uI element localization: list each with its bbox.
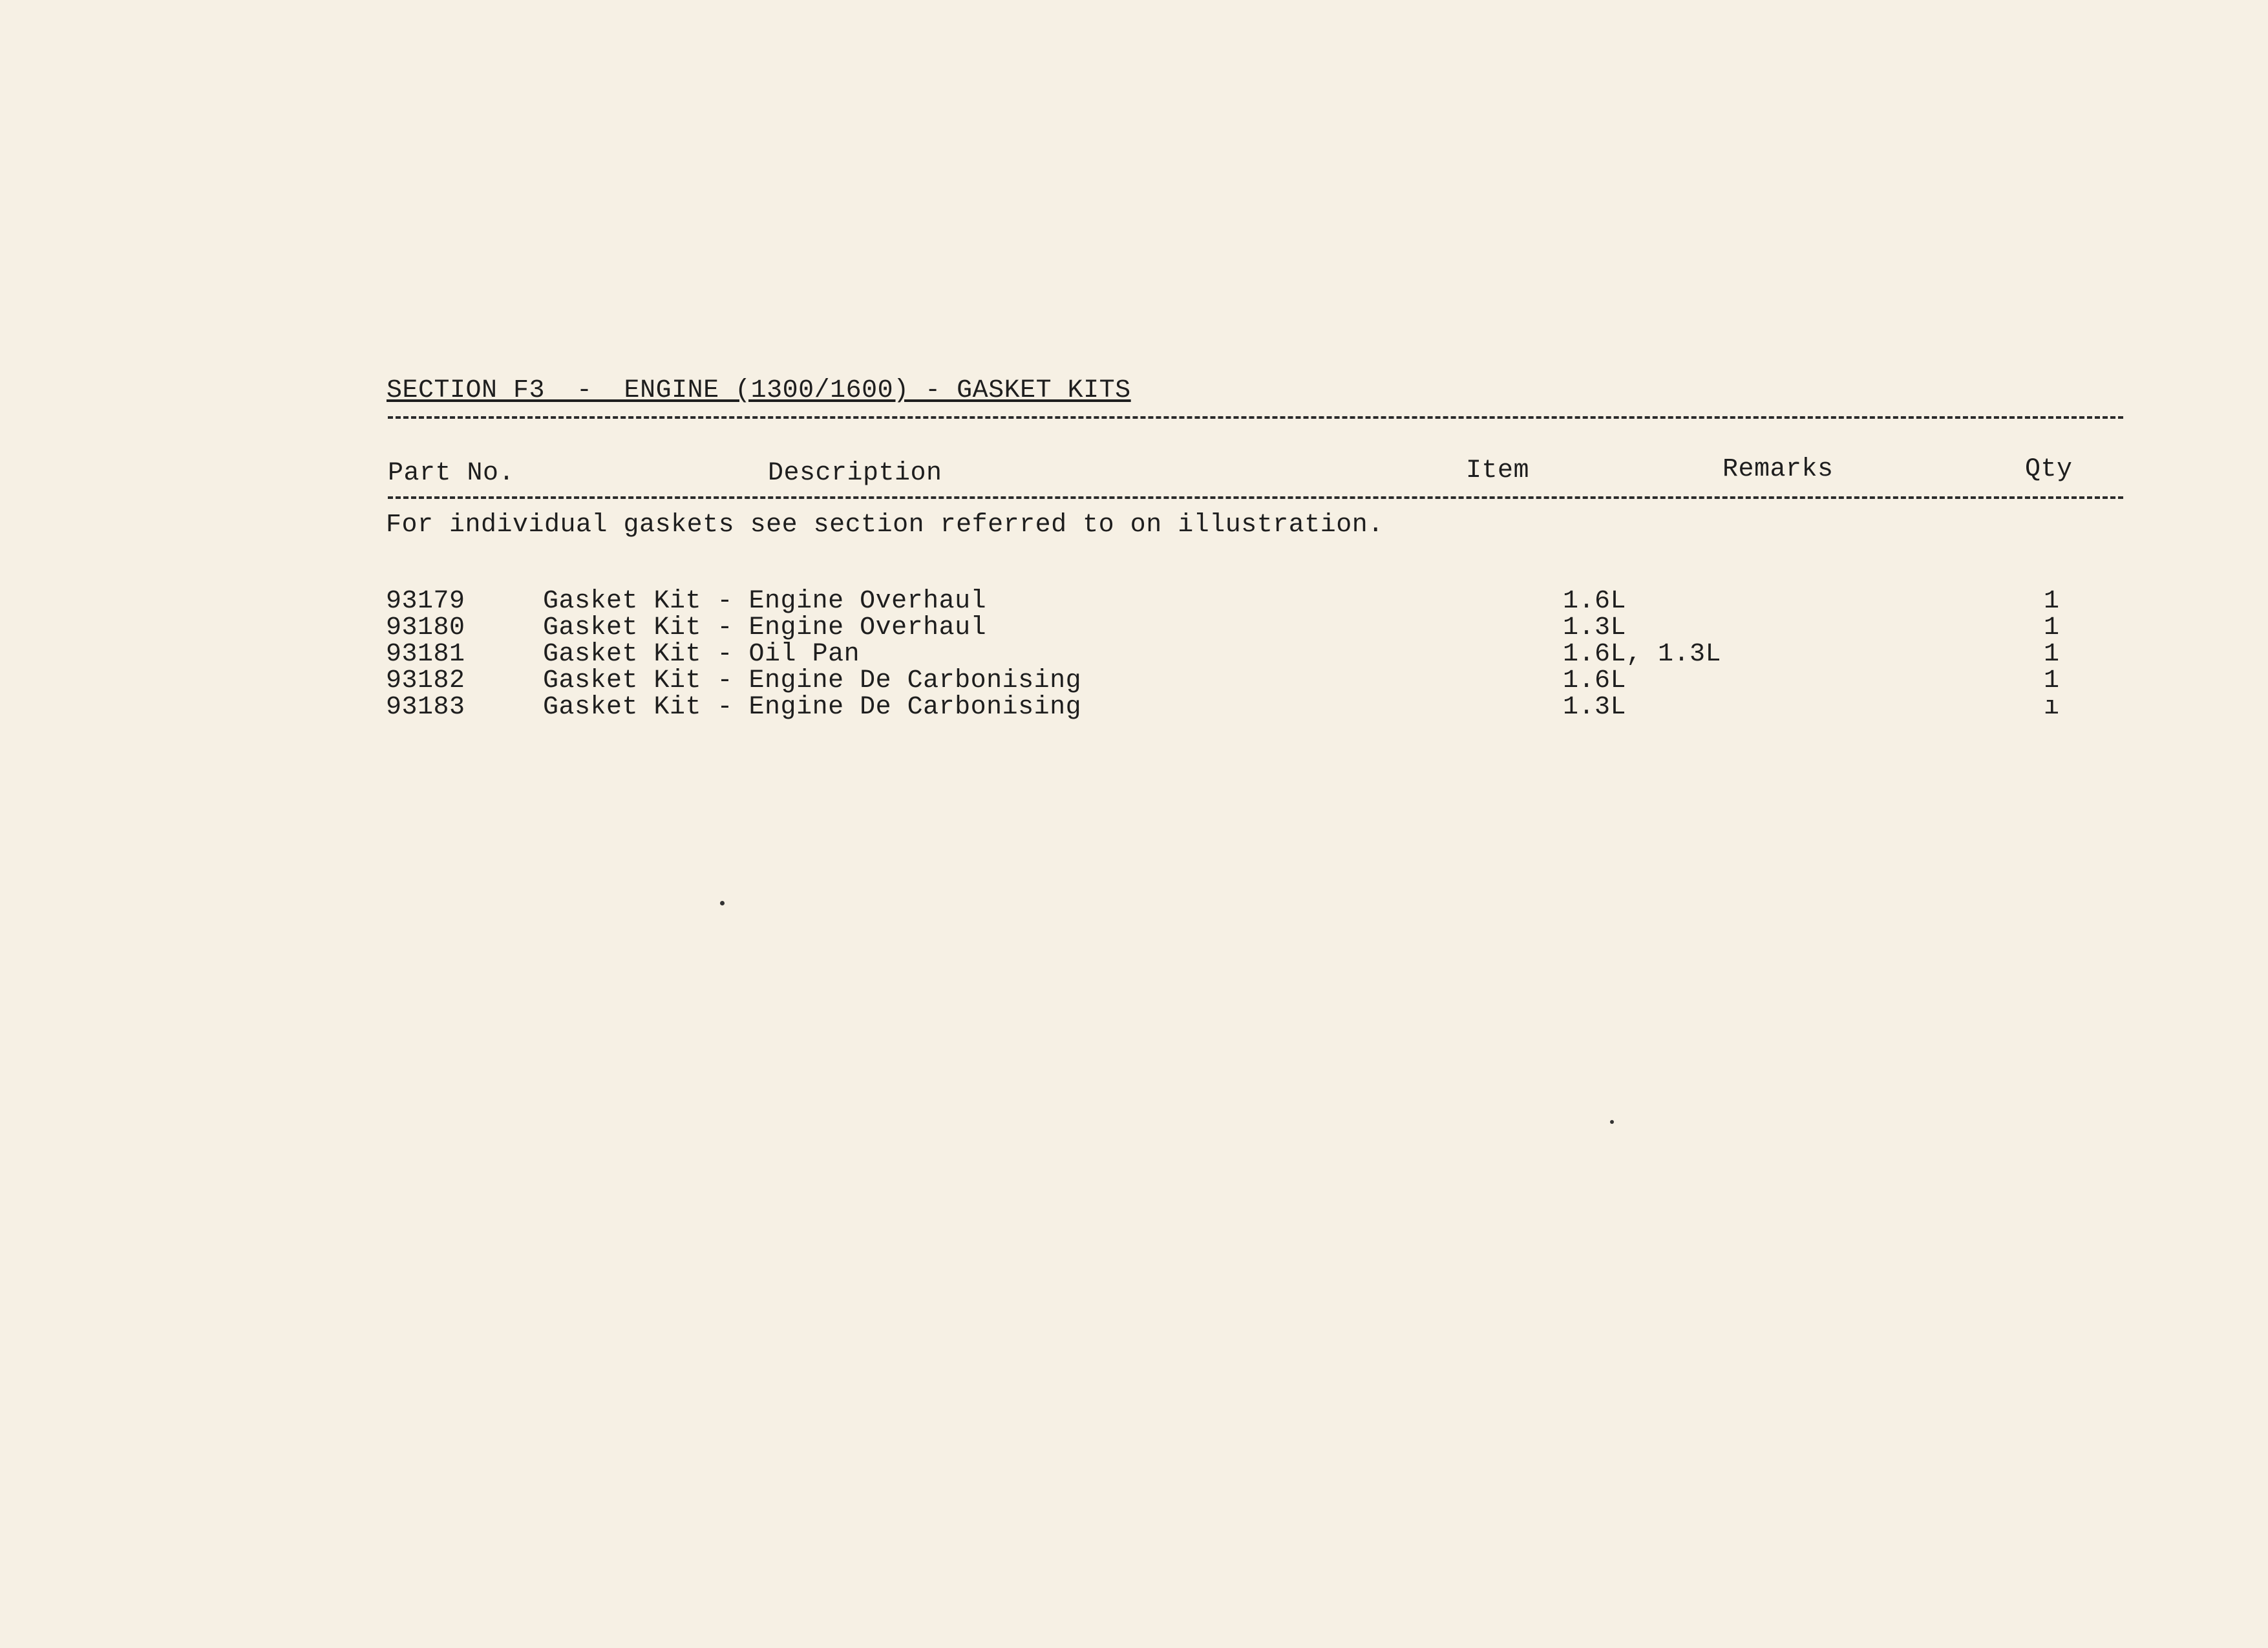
column-header-description: Description — [768, 459, 942, 488]
part-qty: 1 — [2044, 640, 2060, 669]
part-qty: ı — [2044, 693, 2060, 722]
column-header-part-no: Part No. — [388, 459, 515, 488]
note-text: For individual gaskets see section referred to on illustration. — [386, 511, 1384, 540]
part-number: 93182 — [386, 666, 465, 695]
part-remarks: 1.3L — [1563, 693, 1627, 722]
part-number: 93179 — [386, 587, 465, 616]
column-header-item: Item — [1466, 456, 1530, 485]
column-header-remarks: Remarks — [1722, 455, 1834, 484]
section-title: SECTION F3 - ENGINE (1300/1600) - GASKET KITS — [387, 376, 1131, 405]
table-row — [0, 666, 2268, 693]
part-remarks: 1.3L — [1563, 613, 1627, 642]
table-row — [0, 613, 2268, 640]
table-row — [0, 587, 2268, 616]
part-number: 93183 — [386, 693, 465, 722]
part-description: Gasket Kit - Engine Overhaul — [543, 587, 987, 616]
part-description: Gasket Kit - Engine De Carbonising — [543, 693, 1082, 722]
part-qty: 1 — [2044, 613, 2060, 642]
part-remarks: 1.6L, 1.3L — [1563, 640, 1722, 669]
part-number: 93181 — [386, 640, 465, 669]
paper-speck — [720, 901, 725, 905]
part-description: Gasket Kit - Engine Overhaul — [543, 613, 987, 642]
paper-speck — [1610, 1120, 1614, 1124]
table-row — [0, 693, 2268, 722]
header-divider — [388, 496, 2123, 499]
column-header-qty: Qty — [2025, 455, 2073, 484]
part-remarks: 1.6L — [1563, 666, 1627, 695]
part-number: 93180 — [386, 613, 465, 642]
part-remarks: 1.6L — [1563, 587, 1627, 616]
table-row — [0, 640, 2268, 669]
part-qty: 1 — [2044, 587, 2060, 616]
part-qty: 1 — [2044, 666, 2060, 695]
title-divider — [388, 416, 2123, 419]
part-description: Gasket Kit - Oil Pan — [543, 640, 860, 669]
part-description: Gasket Kit - Engine De Carbonising — [543, 666, 1082, 695]
